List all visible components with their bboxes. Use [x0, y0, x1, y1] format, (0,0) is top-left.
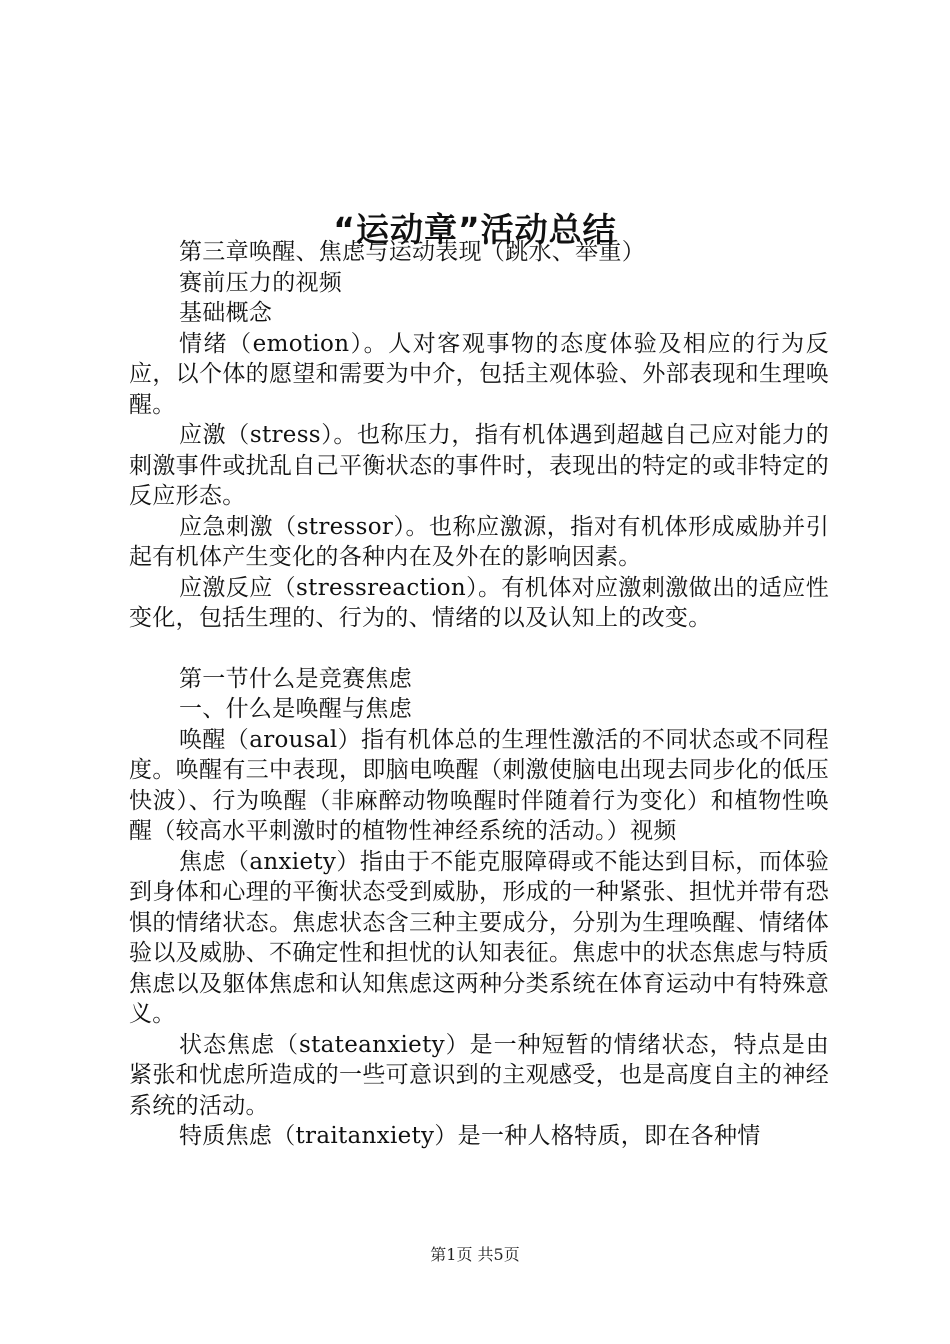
page-indicator: 第1页 共5页: [430, 1245, 520, 1264]
chapter-heading: 第三章唤醒、焦虑与运动表现（跳水、举重）: [179, 239, 645, 265]
paragraph-stressor: 应急刺激（stressor）。也称应激源，指对有机体形成威胁并引起有机体产生变化的各种内在及外在的影响因素。: [129, 513, 829, 570]
video-note: 赛前压力的视频: [179, 269, 343, 296]
paragraph-state-anxiety: 状态焦虑（stateanxiety）是一种短暂的情绪状态，特点是由紧张和忧虑所造成的一些可意识到的主观感受，也是高度自主的神经系统的活动。: [129, 1031, 829, 1119]
paragraph-stress-reaction: 应激反应（stressreaction）。有机体对应激刺激做出的适应性变化，包括生理的、行为的、情绪的以及认知上的改变。: [129, 574, 829, 631]
paragraph-stress: 应激（stress）。也称压力，指有机体遇到超越自己应对能力的刺激事件或扰乱自己平衡状态的事件时，表现出的特定的或非特定的反应形态。: [129, 422, 829, 509]
subsection-heading-arousal-anxiety: 一、什么是唤醒与焦虑: [179, 696, 412, 722]
page-title: “运动章”活动总结: [333, 210, 617, 250]
section-heading-basic-concepts: 基础概念: [179, 300, 273, 326]
paragraph-trait-anxiety: 特质焦虑（traitanxiety）是一种人格特质，即在各种情: [179, 1123, 761, 1149]
section-heading-competition-anxiety: 第一节什么是竞赛焦虑: [179, 665, 412, 692]
paragraph-emotion: 情绪（emotion）。人对客观事物的态度体验及相应的行为反应，以个体的愿望和需要为中介，包括主观体验、外部表现和生理唤醒。: [129, 330, 829, 418]
paragraph-anxiety: 焦虑（anxiety）指由于不能克服障碍或不能达到目标，而体验到身体和心理的平衡状态受到威胁，形成的一种紧张、担忧并带有恐惧的情绪状态。焦虑状态含三种主要成分，分别为生理唤醒、情绪体验以及威胁、不确定性和担忧的认知表征。焦虑中的状态焦虑与特质焦虑以及躯体焦虑和认知焦虑这两种分类系统在体育运动中有特殊意义。: [129, 848, 829, 1027]
paragraph-arousal: 唤醒（arousal）指有机体总的生理性激活的不同状态或不同程度。唤醒有三中表现，即脑电唤醒（刺激使脑电出现去同步化的低压快波）、行为唤醒（非麻醉动物唤醒时伴随着行为变化）和植物性唤醒（较高水平刺激时的植物性神经系统的活动。）视频: [129, 726, 829, 844]
document-body: [129, 237, 829, 1152]
